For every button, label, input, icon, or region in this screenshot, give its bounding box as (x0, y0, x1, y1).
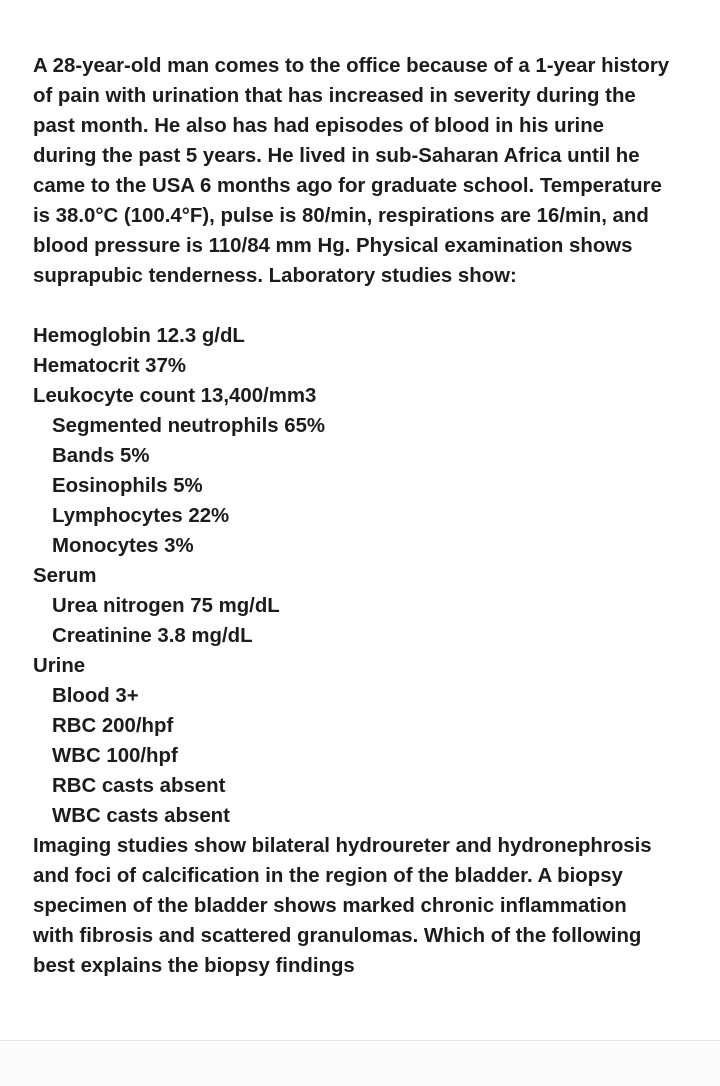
lab-results-list (33, 321, 693, 831)
lab-result-subitem: Eosinophils 5% (52, 475, 203, 497)
lab-result-subitem: Bands 5% (52, 445, 150, 467)
lab-result-item: Urine (33, 655, 86, 677)
lab-result-subitem: WBC casts absent (52, 805, 230, 827)
lab-result-subitem: Lymphocytes 22% (52, 505, 230, 527)
lab-result-item: Serum (33, 565, 97, 587)
lab-result-subitem: Monocytes 3% (52, 535, 194, 557)
question-closing: Imaging studies show bilateral hydroureter and hydronephrosis and foci of calcification in the region of the bladder. A biopsy specimen of the bladder shows marked chronic inflammation with fibrosis and scattered granulomas. Which of the following best explains the biopsy findings (33, 835, 652, 977)
question-stem: A 28-year-old man comes to the office because of a 1-year history of pain with urination that has increased in severity during the past month. He also has had episodes of blood in his urine during the past 5 years. He lived in sub-Saharan Africa until he came to the USA 6 months ago for graduate school. Temperature is 38.0°C (100.4°F), pulse is 80/min, respirations are 16/min, and blood pressure is 110/84 mm Hg. Physical examination shows suprapubic tenderness. Laboratory studies show: (33, 55, 670, 287)
question-content (33, 51, 693, 981)
lab-result-item: Leukocyte count 13,400/mm3 (33, 385, 317, 407)
lab-result-item: Hematocrit 37% (33, 355, 186, 377)
bottom-band (0, 1041, 720, 1086)
paragraph-spacer (33, 291, 693, 321)
lab-result-subitem: Urea nitrogen 75 mg/dL (52, 595, 280, 617)
lab-result-subitem: Segmented neutrophils 65% (52, 415, 326, 437)
lab-result-item: Hemoglobin 12.3 g/dL (33, 325, 245, 347)
lab-result-subitem: RBC 200/hpf (52, 715, 174, 737)
lab-result-subitem: Creatinine 3.8 mg/dL (52, 625, 253, 647)
lab-result-subitem: Blood 3+ (52, 685, 139, 707)
lab-result-subitem: RBC casts absent (52, 775, 226, 797)
lab-result-subitem: WBC 100/hpf (52, 745, 178, 767)
